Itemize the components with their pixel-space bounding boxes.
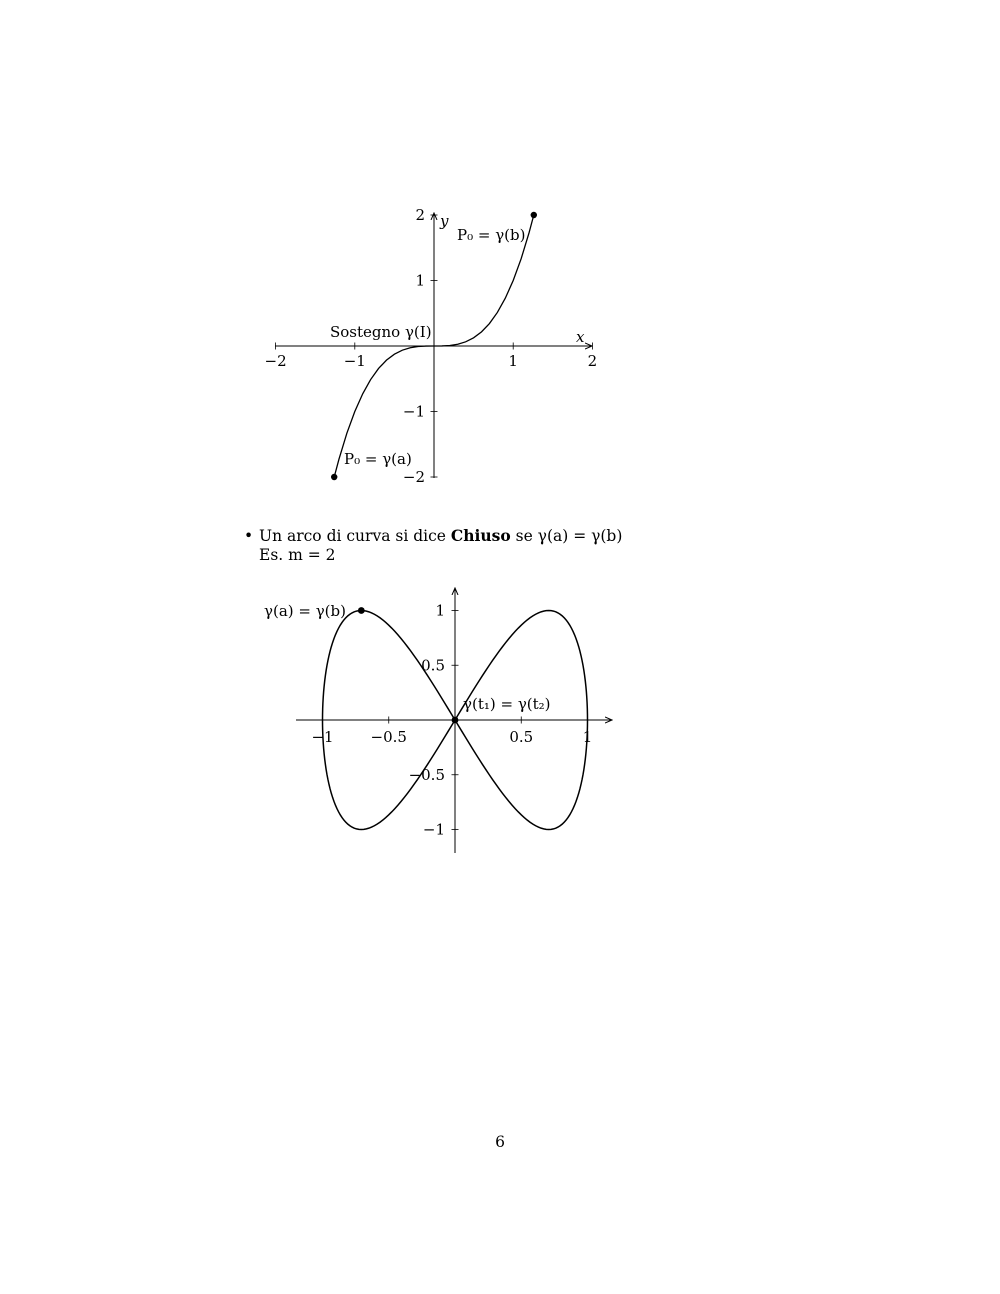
fig2-crossing-label: γ(t₁) = γ(t₂) bbox=[463, 695, 551, 713]
fig1-y-tick-label: 1 bbox=[415, 271, 425, 290]
fig1-support-label: Sostegno γ(I) bbox=[330, 323, 432, 341]
fig2-x-tick-label: 1 bbox=[582, 728, 593, 746]
fig1-y-tick-label: −2 bbox=[402, 468, 425, 486]
bullet-example: Es. m = 2 bbox=[259, 546, 336, 564]
fig1-point bbox=[531, 212, 537, 218]
fig1-point bbox=[331, 474, 337, 480]
fig1-end-point-label: P₀ = γ(b) bbox=[457, 226, 526, 244]
bullet-line bbox=[244, 526, 622, 546]
figure-1-plot bbox=[0, 0, 1000, 520]
fig1-x-tick-label: 1 bbox=[508, 352, 518, 370]
fig2-point bbox=[452, 717, 459, 724]
fig2-x-tick-label: −0.5 bbox=[370, 728, 407, 746]
fig1-x-axis-label: x bbox=[576, 328, 585, 346]
fig2-x-tick-label: 0.5 bbox=[509, 728, 534, 746]
fig1-x-tick-label: 2 bbox=[587, 352, 598, 370]
fig2-y-tick-label: −1 bbox=[422, 820, 445, 839]
fig2-x-tick-label: −1 bbox=[311, 728, 334, 746]
fig2-y-tick-label: 1 bbox=[435, 601, 445, 620]
fig1-x-tick-label: −2 bbox=[264, 352, 287, 370]
figure-2-plot bbox=[0, 580, 1000, 870]
bullet-text-before: Un arco di curva si dice bbox=[259, 527, 451, 545]
bullet-dot: • bbox=[244, 527, 254, 545]
fig2-start-end-label: γ(a) = γ(b) bbox=[264, 602, 346, 620]
bullet-block bbox=[244, 526, 622, 565]
fig1-y-tick-label: −1 bbox=[402, 402, 425, 421]
fig2-point bbox=[358, 607, 365, 614]
fig1-y-axis-label: y bbox=[440, 212, 449, 230]
page-number: 6 bbox=[495, 1133, 505, 1151]
fig2-y-tick-label: −0.5 bbox=[408, 765, 445, 784]
fig1-start-point-label: P₀ = γ(a) bbox=[344, 450, 412, 468]
bullet-text-after: se γ(a) = γ(b) bbox=[510, 527, 623, 545]
bullet-bold-word: Chiuso bbox=[450, 526, 511, 545]
fig1-y-tick-label: 2 bbox=[415, 206, 425, 224]
fig2-y-tick-label: 0.5 bbox=[421, 656, 445, 675]
fig1-x-tick-label: −1 bbox=[343, 352, 366, 370]
